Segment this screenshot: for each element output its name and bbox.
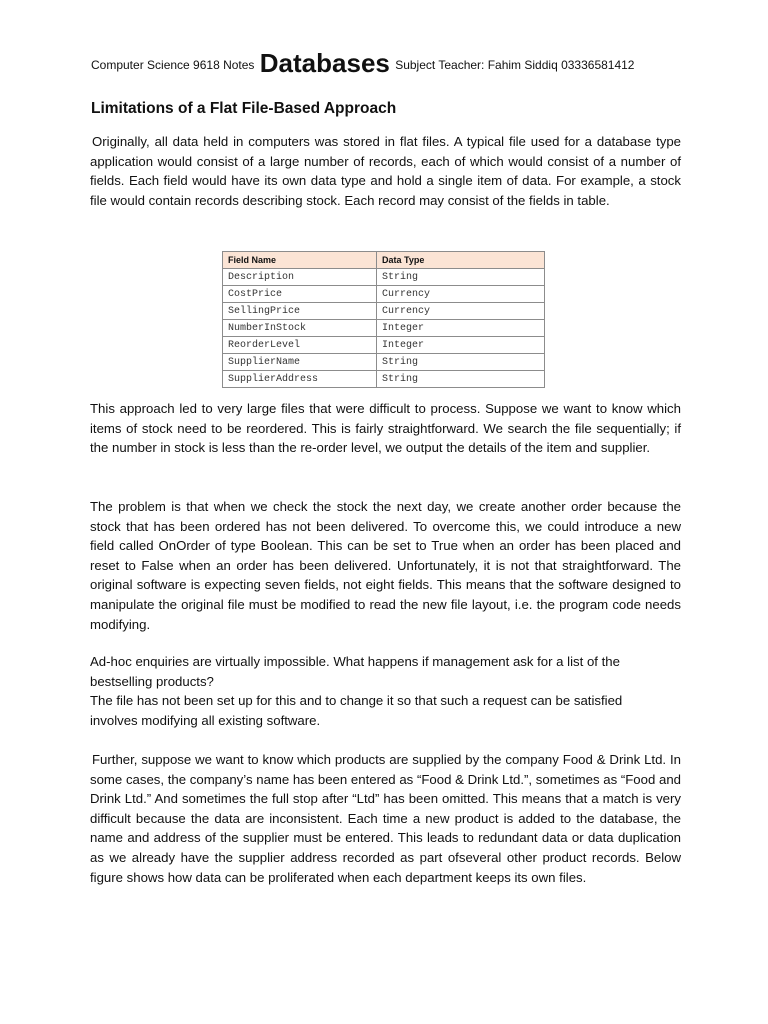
table-header-row bbox=[223, 252, 545, 269]
paragraph-onorder-problem: The problem is that when we check the stock the next day, we create another order because the stock that has been ordered has not been delivered. To overcome this, we could introduce a new field called OnOrder of type Boolean. This can be set to True when an order has been placed and reset to False when an order has been delivered. Unfortunately, it is not that straightforward. The original software is expecting seven fields, not eight fields. This means that the software designed to manipulate the original file must be modified to read the new file layout, i.e. the program code needs modifying. bbox=[90, 499, 681, 632]
table-cell-type: Currency bbox=[377, 286, 545, 303]
table-cell-type: Currency bbox=[377, 303, 545, 320]
section-heading: Limitations of a Flat File-Based Approach bbox=[91, 100, 397, 117]
table-cell-type: String bbox=[377, 354, 545, 371]
paragraph-modify-software: The file has not been set up for this and to change it so that such a request can be satisfied involves modifying all existing software. bbox=[90, 693, 623, 728]
table-cell-field: SupplierAddress bbox=[223, 371, 377, 388]
table-cell-field: NumberInStock bbox=[223, 320, 377, 337]
table-row bbox=[223, 269, 545, 286]
table-cell-field: SellingPrice bbox=[223, 303, 377, 320]
table-cell-type: String bbox=[377, 269, 545, 286]
table-header-field-name: Field Name bbox=[223, 252, 377, 269]
table-row bbox=[223, 371, 545, 388]
table-row bbox=[223, 320, 545, 337]
table-cell-type: Integer bbox=[377, 320, 545, 337]
table-cell-type: String bbox=[377, 371, 545, 388]
paragraph-large-files: This approach led to very large files that were difficult to process. Suppose we want to know which items of stock need to be reordered. This is fairly straightforward. We search the file sequentially; if the number in stock is less than the re-order level, we output the details of the item and supplier. bbox=[90, 401, 681, 456]
table-cell-field: ReorderLevel bbox=[223, 337, 377, 354]
page-header bbox=[91, 48, 691, 79]
table-cell-field: Description bbox=[223, 269, 377, 286]
paragraph-intro: Originally, all data held in computers was stored in flat files. A typical file used for a database type application would consist of a large number of records, each of which would consist of a number of fields. Each field would have its own data type and hold a single item of data. For example, a stock file would contain records describing stock. Each record may consist of the fields in table. bbox=[90, 134, 681, 208]
header-teacher: Subject Teacher: Fahim Siddiq 03336581412 bbox=[395, 58, 635, 72]
table-cell-field: CostPrice bbox=[223, 286, 377, 303]
table-row bbox=[223, 354, 545, 371]
table-row bbox=[223, 303, 545, 320]
table-row bbox=[223, 337, 545, 354]
table-header-data-type: Data Type bbox=[377, 252, 545, 269]
header-course: Computer Science 9618 Notes bbox=[91, 58, 255, 72]
table-row bbox=[223, 286, 545, 303]
table-cell-field: SupplierName bbox=[223, 354, 377, 371]
paragraph-inconsistent-data: Further, suppose we want to know which products are supplied by the company Food & Drink Ltd. In some cases, the company’s name has been entered as “Food & Drink Ltd.”, sometimes as “Food and Drink Ltd.” And sometimes the full stop after “Ltd” has been omitted. This means that a match is very difficult because the data are inconsistent. Each time a new product is added to the database, the name and address of the supplier must be entered. This leads to redundant data or data duplication as we already have the supplier address recorded as part ofseveral other product records. Below figure shows how data can be proliferated when each department keeps its own files. bbox=[90, 752, 681, 885]
fields-table bbox=[222, 251, 545, 388]
table-cell-type: Integer bbox=[377, 337, 545, 354]
paragraph-adhoc: Ad-hoc enquiries are virtually impossible. What happens if management ask for a list of the bestselling products? bbox=[90, 654, 620, 689]
header-title: Databases bbox=[259, 48, 390, 78]
